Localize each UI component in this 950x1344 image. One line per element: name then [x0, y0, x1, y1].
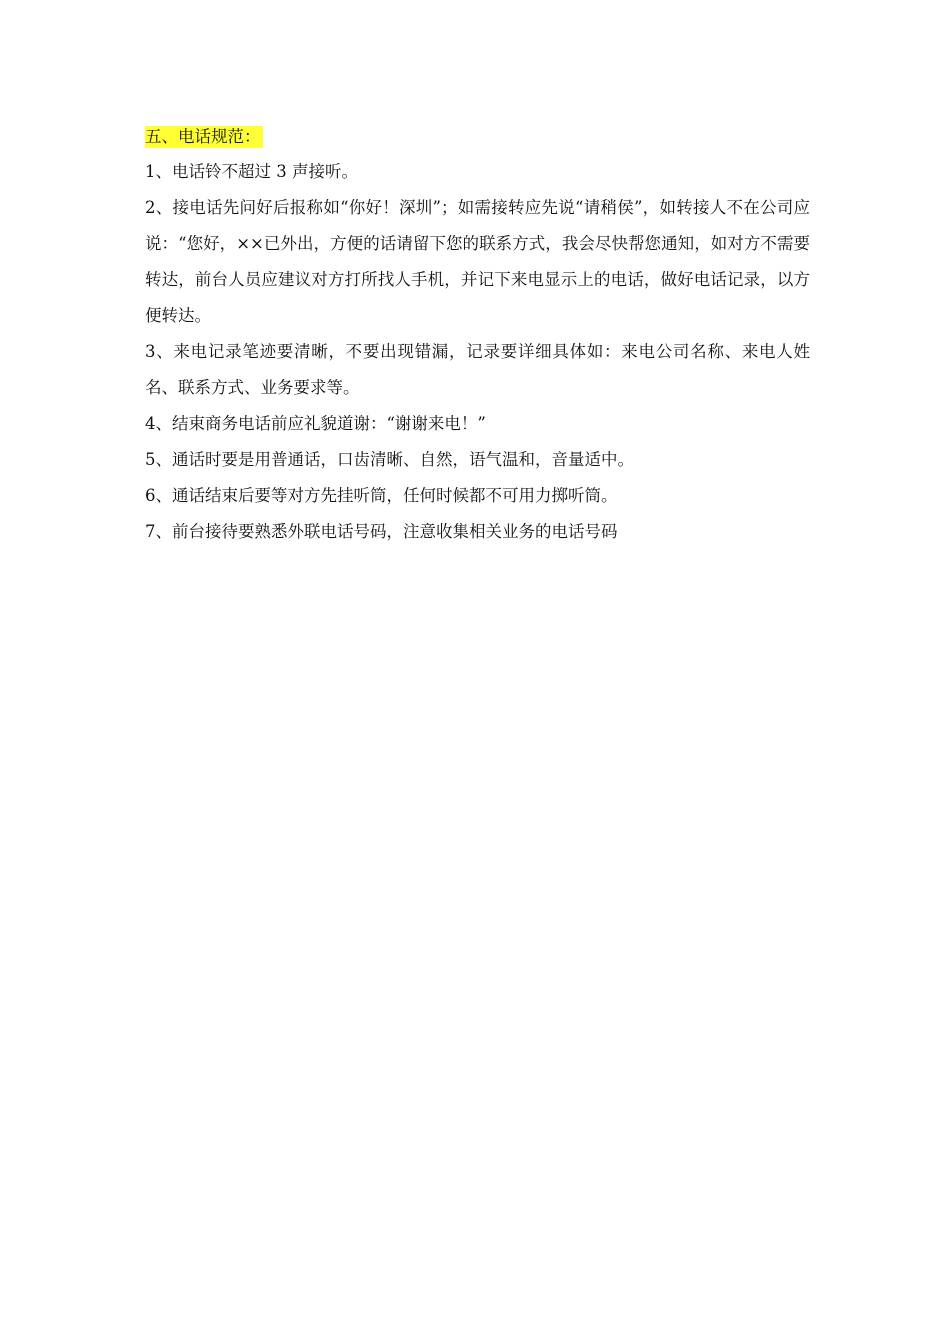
section-heading [145, 120, 810, 154]
highlighted-heading-text: 五、电话规范： [145, 127, 261, 146]
rule-item-5: 5、通话时要是用普通话，口齿清晰、自然，语气温和，音量适中。 [145, 450, 634, 469]
rule-item-6: 6、通话结束后要等对方先挂听筒，任何时候都不可用力掷听筒。 [145, 486, 618, 505]
rule-item-1: 1、电话铃不超过 3 声接听。 [145, 162, 358, 181]
rule-item-2: 2、接电话先问好后报称如“你好！深圳”；如需接转应先说“请稍侯”，如转接人不在公司应说：“您好，××已外出，方便的话请留下您的联系方式，我会尽快帮您通知，如对方不需要转达，前台人员应建议对方打所找人手机，并记下来电显示上的电话，做好电话记录，以方便转达。 [145, 198, 810, 325]
rule-item-7: 7、前台接待要熟悉外联电话号码，注意收集相关业务的电话号码 [145, 522, 618, 541]
document-body [145, 120, 810, 550]
rule-item-3: 3、来电记录笔迹要清晰，不要出现错漏，记录要详细具体如：来电公司名称、来电人姓名、联系方式、业务要求等。 [145, 342, 810, 397]
rule-item-4: 4、结束商务电话前应礼貌道谢：“谢谢来电！” [145, 414, 486, 433]
